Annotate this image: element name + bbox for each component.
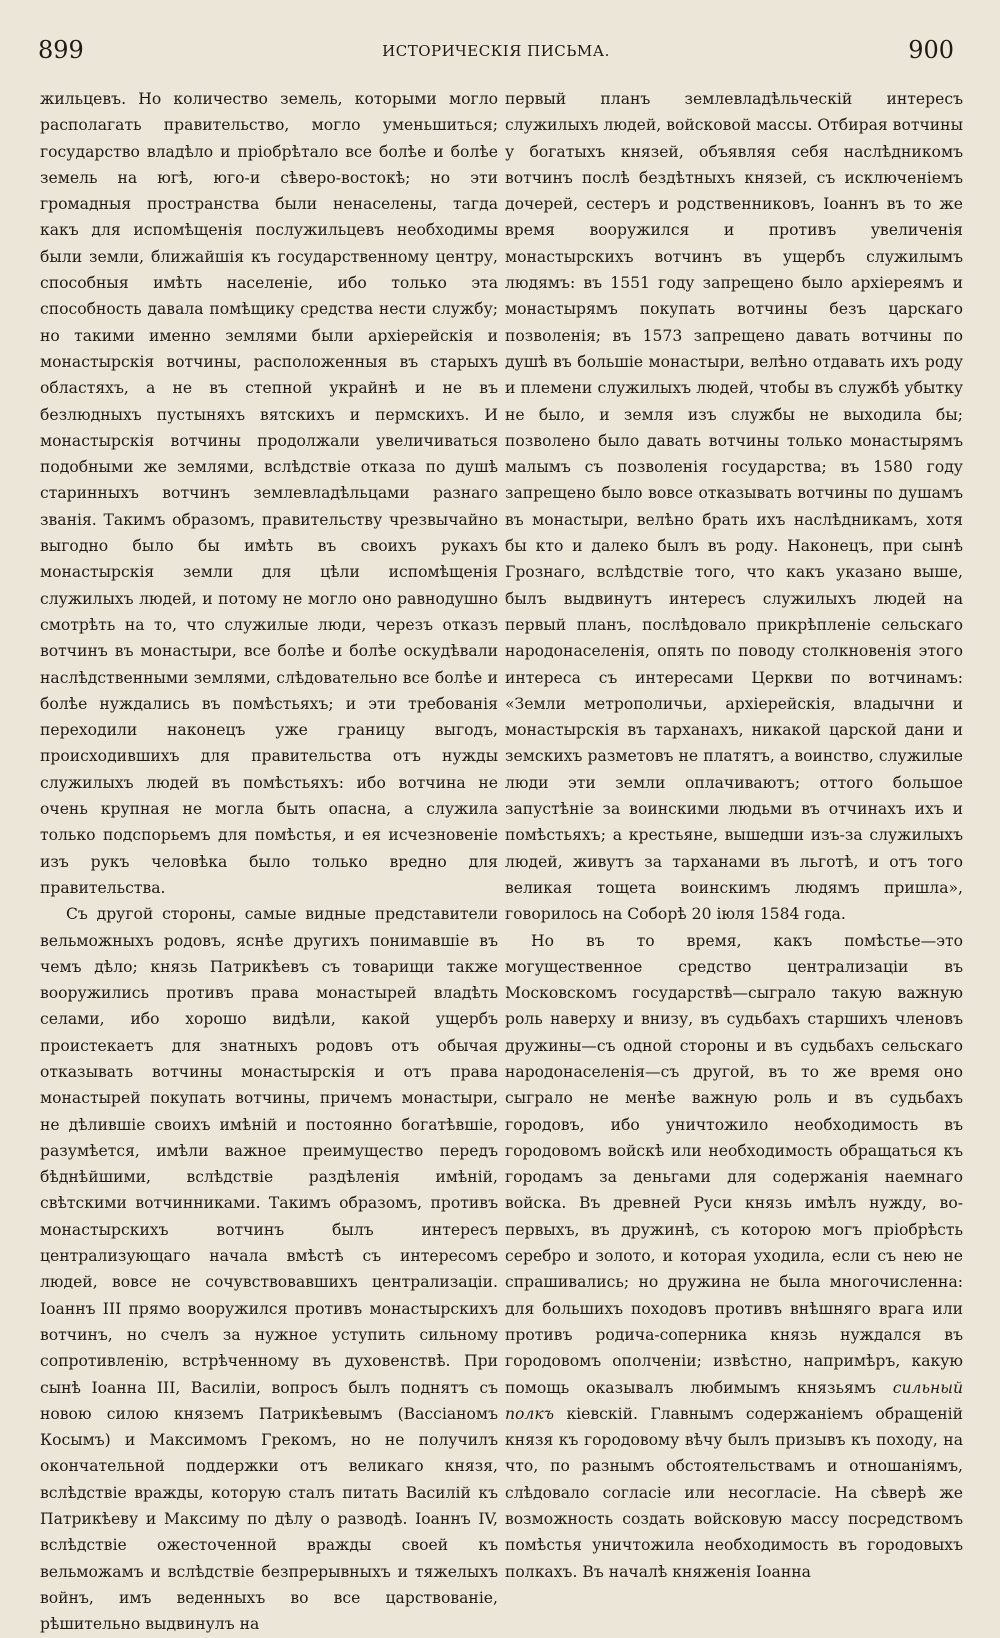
right-paragraph-2-part-a: Но въ то время, какъ помѣстье—это могущественное средство централизаціи въ Московскомъ государствѣ—сыграло такую важную роль наверху и внизу, въ судьбахъ старшихъ членовъ дружины—съ одной стороны и въ судьбахъ сельскаго народонаселенія—съ другой, въ то же время оно сыграло не менѣе важную роль и въ судьбахъ городовъ, ибо уничтожило необходимость въ городовомъ войскѣ или необходимость обращаться къ городамъ за деньгами для содержанія наемнаго войска. Въ древней Руси князь имѣлъ нужду, во-первыхъ, въ дружинѣ, съ которою могъ пріобрѣсть серебро и золото, и которая уходила, если съ нею не спрашивались; но дружина не была многочисленна: для большихъ походовъ противъ внѣшняго врага или противъ родича-соперника князь нуждался въ городовомъ ополченіи; извѣстно, напримѣръ, какую помощь оказывалъ любимымъ князьямъ xyxy=(505,931,963,1397)
left-paragraph-1: жильцевъ. Но количество земель, которыми могло располагать правительство, могло уменьшиться; государство владѣло и пріобрѣтало все болѣе и болѣе земель на югѣ, юго-и сѣверо-востокѣ; но эти громадныя пространства были ненаселены, тагда какъ для испомѣщенія послужильцевъ необходимы были земли, ближайшія къ государственному центру, способныя имѣть населеніе, ибо только эта способность давала помѣщику средства нести службу; но такими именно землями были архіерейскія и монастырскія вотчины, расположенныя въ старыхъ областяхъ, а не въ степной украйнѣ и не въ безлюдныхъ пустыняхъ вятскихъ и пермскихъ. И монастырскія вотчины продолжали увеличиваться подобными же землями, вслѣдствіе отказа по душѣ старинныхъ вотчинъ землевладѣльцами разнаго званія. Такимъ образомъ, правительству чрезвычайно выгодно было бы имѣть въ своихъ рукахъ монастырскія земли для цѣли испомѣщенія служилыхъ людей, и потому не могло оно равнодушно смотрѣть на то, что служилые люди, черезъ отказъ вотчинъ въ монастыри, все болѣе и болѣе оскудѣвали наслѣдственными землями, слѣдовательно все болѣе и болѣе нуждались въ помѣстьяхъ; и эти требованія переходили наконецъ уже границу выгодъ, происходившихъ для правительства отъ нужды служилыхъ людей въ помѣстьяхъ: ибо вотчина не очень крупная не могла быть опасна, а служила только подспорьемъ для помѣстья, и ея исчезновеніе изъ рукъ человѣка было только вредно для правительства. xyxy=(40,90,498,897)
left-paragraph-2: Съ другой стороны, самые видные представители вельможныхъ родовъ, яснѣе другихъ понимавшіе въ чемъ дѣло; князь Патрикѣевъ съ товарищи также вооружились противъ права монастырей владѣть селами, ибо хорошо видѣли, какой ущербъ проистекаетъ для знатныхъ родовъ отъ обычая отказывать вотчины монастырскія и отъ права монастырей покупать вотчины, причемъ монастыри, не дѣлившіе своихъ имѣній и постоянно богатѣвшіе, разумѣется, имѣли важное преимущество передъ бѣднѣйшими, вслѣдствіе раздѣленія имѣній, свѣтскими вотчинниками. Такимъ образомъ, противъ монастырскихъ вотчинъ былъ интересъ централизующаго начала вмѣстѣ съ интересомъ людей, вовсе не сочувствовавшихъ централизаціи. Іоаннъ III прямо вооружился противъ монастырскихъ вотчинъ, но счелъ за нужное уступить сильному сопротивленію, встрѣченному въ духовенствѣ. При сынѣ Іоанна III, Василіи, вопросъ былъ поднятъ съ новою силою княземъ Патрикѣевымъ (Вассіаномъ Косымъ) и Максимомъ Грекомъ, но не получилъ окончательной поддержки отъ великаго князя, вслѣдствіе вражды, которую сталъ питать Василій къ Патрикѣеву и Максиму по дѣлу о разводѣ. Іоаннъ IV, вслѣдствіе ожесточенной вражды своей къ вельможамъ и вслѣдствіе безпрерывныхъ и тяжелыхъ войнъ, имъ веденныхъ во все царствованіе, рѣшительно выдвинулъ на xyxy=(40,905,498,1634)
right-paragraph-2-part-b: кіевскій. Главнымъ содержаніемъ обращеній князя къ городовому вѣчу былъ призывъ къ походу, на что, по разнымъ обстоятельствамъ и отношаніямъ, слѣдовало согласіе или несогласіе. На сѣверѣ же возможность создать войсковую массу посредствомъ помѣстья уничтожила необходимость въ городовыхъ полкахъ. Въ началѣ княженія Іоанна xyxy=(505,1404,963,1581)
right-paragraph-2 xyxy=(505,928,963,1585)
page-number-left: 899 xyxy=(38,36,84,64)
italic-phrase: сильный полкъ xyxy=(505,1378,963,1423)
page-header xyxy=(38,32,954,66)
page-number-right: 900 xyxy=(908,36,954,64)
left-column xyxy=(40,86,498,1634)
running-title: ИСТОРИЧЕСКІЯ ПИСЬМА. xyxy=(382,42,610,60)
right-column xyxy=(505,86,963,1581)
right-paragraph-1: первый планъ землевладѣльческій интересъ служилыхъ людей, войсковой массы. Отбирая вотчины у богатыхъ князей, объявляя себя наслѣдникомъ вотчинъ послѣ бездѣтныхъ князей, съ исключеніемъ дочерей, сестеръ и родственниковъ, Іоаннъ въ то же время вооружился и противъ увеличенія монастырскихъ вотчинъ въ ущербъ служилымъ людямъ: въ 1551 году запрещено было архіереямъ и монастырямъ покупать вотчины безъ царскаго позволенія; въ 1573 запрещено давать вотчины по душѣ въ большіе монастыри, велѣно отдавать ихъ роду и племени служилыхъ людей, чтобы въ службѣ убытку не было, и земля изъ службы не выходила бы; позволено было давать вотчины только монастырямъ малымъ съ позволенія государства; въ 1580 году запрещено было вовсе отказывать вотчины по душамъ въ монастыри, велѣно брать ихъ наслѣдникамъ, хотя бы кто и далеко былъ въ роду. Наконецъ, при сынѣ Грознаго, вслѣдствіе того, что какъ указано выше, былъ выдвинутъ интересъ служилыхъ людей на первый планъ, послѣдовало прикрѣпленіе сельскаго народонаселенія, опять по поводу столкновенія этого интереса съ интересами Церкви по вотчинамъ: «Земли метрополичьи, архіерейскія, владычни и монастырскія въ тарханахъ, никакой царской дани и земскихъ разметовъ не платятъ, а воинство, служилые люди эти земли оплачиваютъ; оттого большое запустѣніе за воинскими людьми въ отчинахъ ихъ и помѣстьяхъ; а крестьяне, вышедши изъ-за служилыхъ людей, живутъ за тарханами въ льготѣ, и отъ того великая тощета воинскимъ людямъ пришла», говорилось на Соборѣ 20 іюля 1584 года. xyxy=(505,90,963,924)
